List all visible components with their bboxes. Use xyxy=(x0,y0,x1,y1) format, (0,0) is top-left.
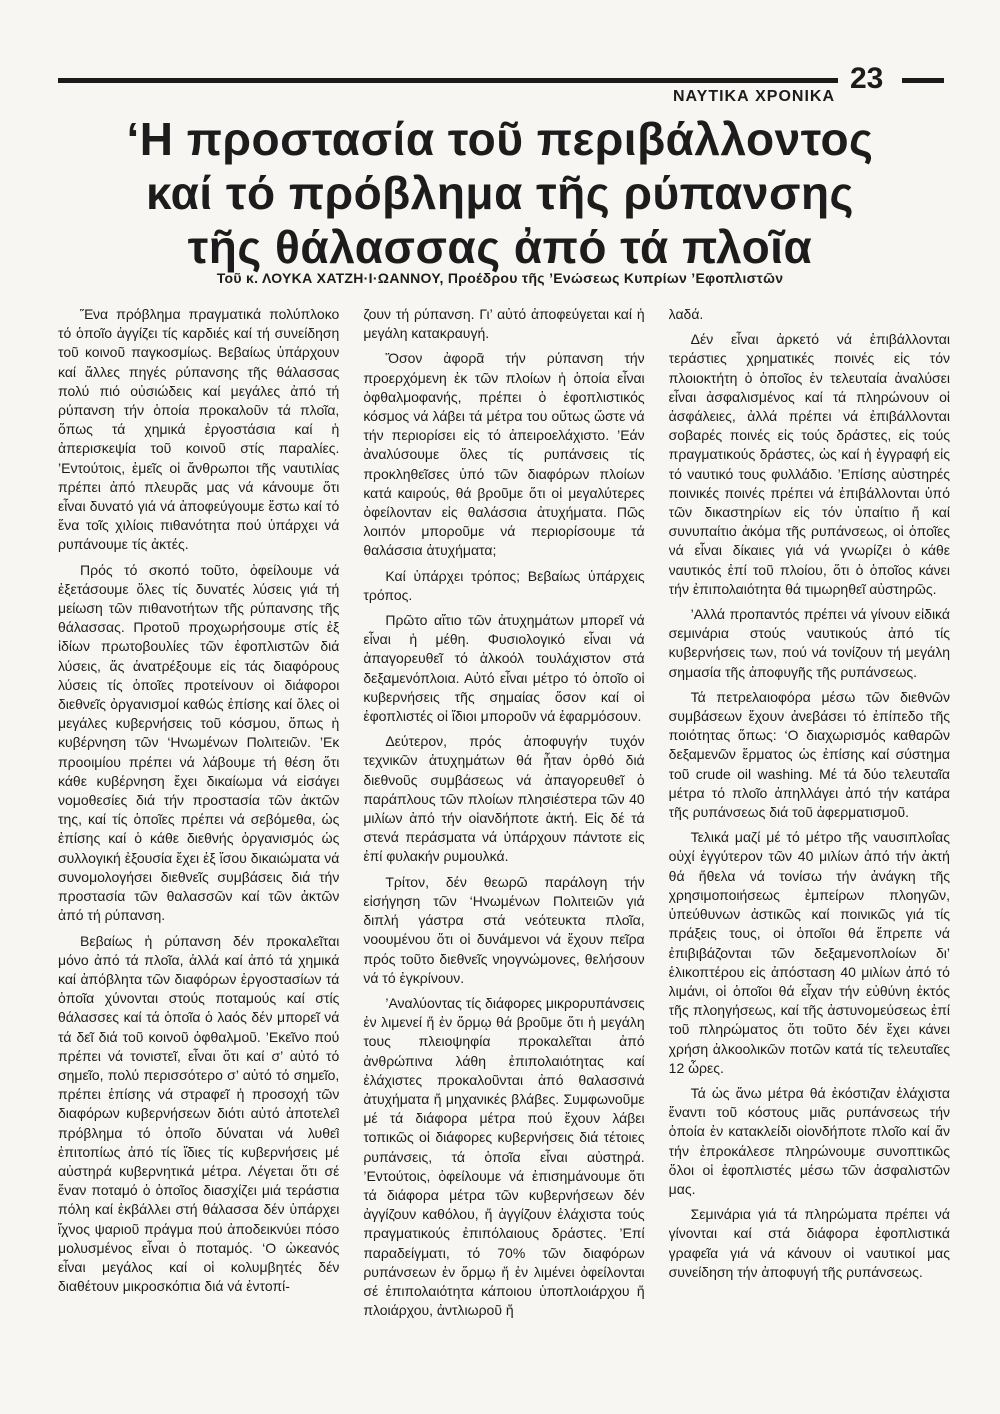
page-number: 23 xyxy=(850,62,884,95)
paragraph: Σεμινάρια γιά τά πληρώματα πρέπει νά γίνονται καί στά διάφορα ἐφοπλιστικά γραφεῖα γιά νά κάνουν οἱ ναυτικοί μας συνείδηση τήν ἀποφυγή τῆς ρυπάνσεως. xyxy=(668,1206,950,1280)
paragraph: Δέν εἶναι ἀρκετό νά ἐπιβάλλονται τεράστιες χρηματικές ποινές εἰς τόν πλοιοκτήτη ὁ ὁποῖος ἐν τελευταία ἀναλύσει εἶναι ἀσφαλισμένος καί τά πληρώνουν οἱ ἀσφάλειες, ἀλλά πρέπει νά ἐπιβάλλονται σοβαρές ποινές εἰς τούς δράστες, εἰς τούς πραγματικούς δράστες, ὡς καί ἡ ἐγγραφή εἰς τό ναυτικό τους φυλλάδιο. ’Επίσης αὐστηρές ποινικές ποινές πρέπει νά ἐπιβάλλονται ὑπό τῶν δικαστηρίων εἰς τόν ὑπαίτιο ἤ καί συνυπαίτιο ἀκόμα τῆς ρυπάνσεως, οἱ ὁποῖες νά εἶναι δίκαιες γιά νά γνωρίζει ὁ κάθε ναυτικός ἐπί τοῦ πλοίου, ὅτι ὁ ὁποῖος κάνει τήν ἐπιπολαιότητα θά τιμωρηθεῖ αὐστηρῶς. xyxy=(668,331,950,597)
article-column-2 xyxy=(363,305,644,1335)
header-rule xyxy=(58,78,838,83)
article-body xyxy=(58,305,950,1335)
paragraph: Τελικά μαζί μέ τό μέτρο τῆς ναυσιπλοΐας οὐχί ἐγγύτερον τῶν 40 μιλίων ἀπό τήν ἀκτή θά ἤθελα νά τονίσω τήν ἀνάγκη τῆς χρησιμοποιήσεως ἐμπείρων πλοηγῶν, ὑπεύθυνων ἀστικῶς καί ποινικῶς γιά τίς πράξεις τους, οἱ ὁποῖοι θά ἔπρεπε νά ἐπιβιβάζονται τῶν δεξαμενοπλοίων δι’ ἑλικοπτέρου εἰς ἀπόσταση 40 μιλίων ἀπό τό λιμάνι, οἱ ὁποῖοι θά εἶχαν τήν εὐθύνη ἐκτός τῆς πλοηγήσεως, καί τῆς ἀστυνομεύσεως ἐπί τοῦ πληρώματος ὅτι τοῦτο δέν ἔχει κάνει χρήση ἀλκοολικῶν ποτῶν κατά τίς τελευταῖες 12 ὧρες. xyxy=(668,829,950,1076)
headline-line-3: τῆς θάλασσας ἀπό τά πλοῖα xyxy=(187,221,813,273)
paragraph: Καί ὑπάρχει τρόπος; Βεβαίως ὑπάρχεις τρόπος. xyxy=(363,567,645,603)
paragraph: ζουν τή ρύπανση. Γι’ αὐτό ἀποφεύγεται καί ἡ μεγάλη κατακραυγή. xyxy=(363,306,645,342)
paragraph: Πρῶτο αἴτιο τῶν ἀτυχημάτων μπορεῖ νά εἶναι ἡ μέθη. Φυσιολογικό εἶναι νά ἀπαγορευθεῖ τό ἀλκοόλ τουλάχιστον στά δεξαμενόπλοια. Αὐτό εἶναι μέτρο τό ὁποῖο οἱ κυβερνήσεις τῆς σημαίας ὅσον καί οἱ ἐφοπλιστές οἱ ἴδιοι μποροῦν νά ἐφαρμόσουν. xyxy=(363,612,645,725)
headline-line-1: ‘Η προστασία τοῦ περιβάλλοντος xyxy=(126,113,874,165)
paragraph: Τά πετρελαιοφόρα μέσω τῶν διεθνῶν συμβάσεων ἔχουν ἀνεβάσει τό ἐπίπεδο τῆς ποιότητας ὅπως: ‘Ο διαχωρισμός καθαρῶν δεξαμενῶν ἕρματος ὡς ἐπίσης καί σύστημα τοῦ crude oil washing. Μέ τά δύο τελευταῖα μέτρα τό πλοῖο ἀπηλλάγει ἀπό τήν κατάρα τῆς ρυπάνσεως διά τοῦ ἀφερματισμοῦ. xyxy=(668,688,950,821)
paragraph: ’Αναλύοντας τίς διάφορες μικρορυπάνσεις ἐν λιμενεί ἤ ἐν ὅρμῳ θά βροῦμε ὅτι ἡ μεγάλη τους πλειοψηφία προκαλεῖται ἀπό ἀνθρώπινα λάθη ἐπιπολαιότητας καί ἐλάχιστες προκαλοῦνται ἀπό θαλασσινά ἀτυχήματα ἤ μηχανικές βλάβες. Συμφωνοῦμε μέ τά διάφορα μέτρα πού ἔχουν λάβει τοπικῶς οἱ διάφορες κυβερνήσεις διά τέτοιες ρυπάνσεις, τά ὁποῖα εἶναι αὐστηρά. ’Εντούτοις, ὀφείλουμε νά ἐπισημάνουμε ὅτι τά διάφορα μέτρα τῶν κυβερνήσεων δέν ἀγγίζουν καθόλου, ἤ ἀγγίζουν ἐλάχιστα τούς πραγματικούς ἐπιπόλαιους δράστες. ’Επί παραδείγματι, τό 70% τῶν διαφόρων ρυπάνσεων ἐν ὅρμῳ ἤ ἐν λιμένει ὀφείλονται σέ ἐπιπολαιότητα κάποιου ὑποπλοιάρχου ἤ πλοιάρχου, ἀντλιωροῦ ἤ xyxy=(363,994,645,1319)
paragraph: λαδά. xyxy=(668,306,704,322)
article-column-3 xyxy=(669,305,950,1335)
article-byline: Τοῦ κ. ΛΟΥΚΑ ΧΑΤΖΗ·Ι·ΩΑΝΝΟΥ, Προέδρου τῆς ’Ενώσεως Κυπρίων ’Εφοπλιστῶν xyxy=(216,270,784,286)
header-rule-right xyxy=(902,78,944,83)
article-headline xyxy=(60,112,940,274)
paragraph: Τά ὡς ἄνω μέτρα θά ἐκόστιζαν ἐλάχιστα ἔναντι τοῦ κόστους μιᾶς ρυπάνσεως τήν ὁποία ἐν κατακλείδι οἱονδήποτε πλοῖο καί ἄν τήν ἐπροκάλεσε πληρώνουμε συνοπτικῶς ὅλοι οἱ ἐφοπλιστές μέσω τῶν ἀσφαλιστῶν μας. xyxy=(668,1084,950,1197)
paragraph: Τρίτον, δέν θεωρῶ παράλογη τήν εἰσήγηση τῶν ‘Ηνωμένων Πολιτειῶν γιά διπλή γάστρα στά νεότευκτα πλοῖα, νοουμένου ὅτι οἱ δυνάμενοι νά ἔχουν πεῖρα πρός τοῦτο διεθνεῖς νηογνώμονες, θελήσουν νά τό ἐγκρίνουν. xyxy=(363,873,645,986)
paragraph: Δεύτερον, πρός ἀποφυγήν τυχόν τεχνικῶν ἀτυχημάτων θά ἦταν ὀρθό διά διεθνοῦς συμβάσεως νά ἀπαγορευθεῖ ὁ παράπλους τῶν πλοίων πλησιέστερα τῶν 40 μιλίων ἀπό τήν οἱανδήποτε ἀκτή. Εἰς δέ τά στενά περάσματα νά ὑπάρχουν πάντοτε εἰς ἐπί φυλακήν ρυμουλκά. xyxy=(363,733,645,865)
paragraph: Πρός τό σκοπό τοῦτο, ὀφείλουμε νά ἐξετάσουμε ὅλες τίς δυνατές λύσεις γιά τή μείωση τῶν πιθανοτήτων τῆς ρύπανσης τῆς θάλασσας. Προτοῦ προχωρήσουμε στίς ἐξ ἰδίων πρωτοβουλίες τῶν ἐφοπλιστῶν διά λύσεις, ἄς ἀνατρέξουμε εἰς τάς διαφόρους λύσεις τίς ὁποῖες προτείνουν οἱ διάφοροι διεθνεῖς ὀργανισμοί καθώς ἐπίσης καί ὅλες οἱ μεγάλες κυβερνήσεις τοῦ κόσμου, ὅπως ἡ κυβέρνηση τῶν ‘Ηνωμένων Πολιτειῶν. ’Εκ προοιμίου πρέπει νά λάβουμε τή θέση ὅτι κάθε κυβέρνηση ἔχει δικαίωμα νά εἰσάγει νομοθεσίες διά τήν προστασία τῶν ἀκτῶν της, καί τίς ὁποῖες πρέπει νά σεβόμεθα, ὡς ἐπίσης καί ὁ κάθε διεθνής ὀργανισμός ὡς συλλογική ἐξουσία ἔχει ἐξ ἴσου δικαιώματα νά συνομολογήσει διεθνεῖς συμβάσεις διά τήν προστασία τῶν θαλασσῶν καί τῶν ἀκτῶν ἀπό τή ρύπανση. xyxy=(58,561,340,924)
article-column-1 xyxy=(58,305,339,1335)
paragraph: Ὅσον ἀφορᾶ τήν ρύπανση τήν προερχόμενη ἐκ τῶν πλοίων ἡ ὁποία εἶναι ὀφθαλμοφανής, πρέπει ὁ ἐφοπλιστικός κόσμος νά λάβει τά μέτρα του οὕτως ὥστε νά τήν περιορίσει εἰς τό ἀπειροελάχιστο. ’Εάν ἀναλύσουμε ὅλες τίς ρυπάνσεις τίς προκληθεῖσες ὑπό τῶν διαφόρων πλοίων κατά καιρούς, θά βροῦμε ὅτι οἱ μεγαλύτερες ὀφείλονταν εἰς θαλάσσια ἀτυχήματα. Πῶς λοιπόν μποροῦμε νά περιορίσουμε τά θαλάσσια ἀτυχήματα; xyxy=(363,350,645,559)
paragraph: Ἕνα πρόβλημα πραγματικά πολύπλοκο τό ὁποῖο ἀγγίζει τίς καρδιές καί τή συνείδηση τοῦ κοινοῦ παγκοσμίως. Βεβαίως ὑπάρχουν καί ἄλλες πηγές ρύπανσης τῆς θάλασσας πολύ πιό οὐσιώδεις καί μεγάλες ἀπό τή ρύπανση τήν ὁποία προκαλοῦν τά πλοῖα, ὅπως τά χημικά ἐργοστάσια καί ἡ ἀπερισκεψία τοῦ κοινοῦ στίς παραλίες. ’Εντούτοις, ἐμεῖς οἱ ἄνθρωποι τῆς ναυτιλίας πρέπει ἀπό πλευρᾶς μας νά κάνουμε ὅτι εἶναι δυνατό γιά νά ἀποφεύγουμε ἔστω καί τό ἕνα τοῖς χιλίοις πιθανότητα πού ὑπάρχει νά ρυπάνουμε τίς ἀκτές. xyxy=(58,306,340,553)
paragraph: Βεβαίως ἡ ρύπανση δέν προκαλεῖται μόνο ἀπό τά πλοῖα, ἀλλά καί ἀπό τά χημικά καί ἀπόβλητα τῶν διαφόρων ἐργοστασίων τά ὁποῖα χύνονται στούς ποταμούς καί στίς θάλασσες καί τά ὁποῖα ὁ λαός δέν μπορεῖ νά τά δεῖ διά τοῦ κοινοῦ ὀφθαλμοῦ. ’Εκεῖνο πού πρέπει νά τονιστεῖ, εἶναι ὅτι καί σ’ αὐτό τό σημεῖο, πολύ περισσότερο σ’ αὐτό τό σημεῖο, πρέπει ἐπίσης νά στραφεῖ ἡ προσοχή τῶν διαφόρων κυβερνήσεων διότι αὐτό ἀποτελεῖ πρόβλημα τό ὁποῖο δύναται νά λυθεῖ ἐπιτοπίως ἀπό τίς ἴδιες τίς κυβερνήσεις μέ αὐστηρά κυβερνητικά μέτρα. Λέγεται ὅτι σέ ἕναν ποταμό ὁ ὁποῖος διασχίζει μιά τεράστια πόλη καί ἐκβάλλει στή θάλασσα δέν ὑπάρχει ἴχνος ψαριοῦ πράγμα πού ἀποδεικνύει πόσο μολυσμένος εἶναι ὁ ποταμός. ‘Ο ὠκεανός εἶναι μεγάλος καί οἱ κολυμβητές δέν διαθέτουν μικροσκόπια διά νά ἐντοπί- xyxy=(58,932,340,1295)
paragraph: ’Αλλά προπαντός πρέπει νά γίνουν εἰδικά σεμινάρια στούς ναυτικούς ἀπό τίς κυβερνήσεις των, πού νά τονίζουν τή μεγάλη σημασία τῆς ἀποφυγῆς τῆς ρυπάνσεως. xyxy=(668,606,950,680)
publication-name: ΝΑΥΤΙΚΑ ΧΡΟΝΙΚΑ xyxy=(673,88,835,105)
headline-line-2: καί τό πρόβλημα τῆς ρύπανσης xyxy=(146,167,854,219)
